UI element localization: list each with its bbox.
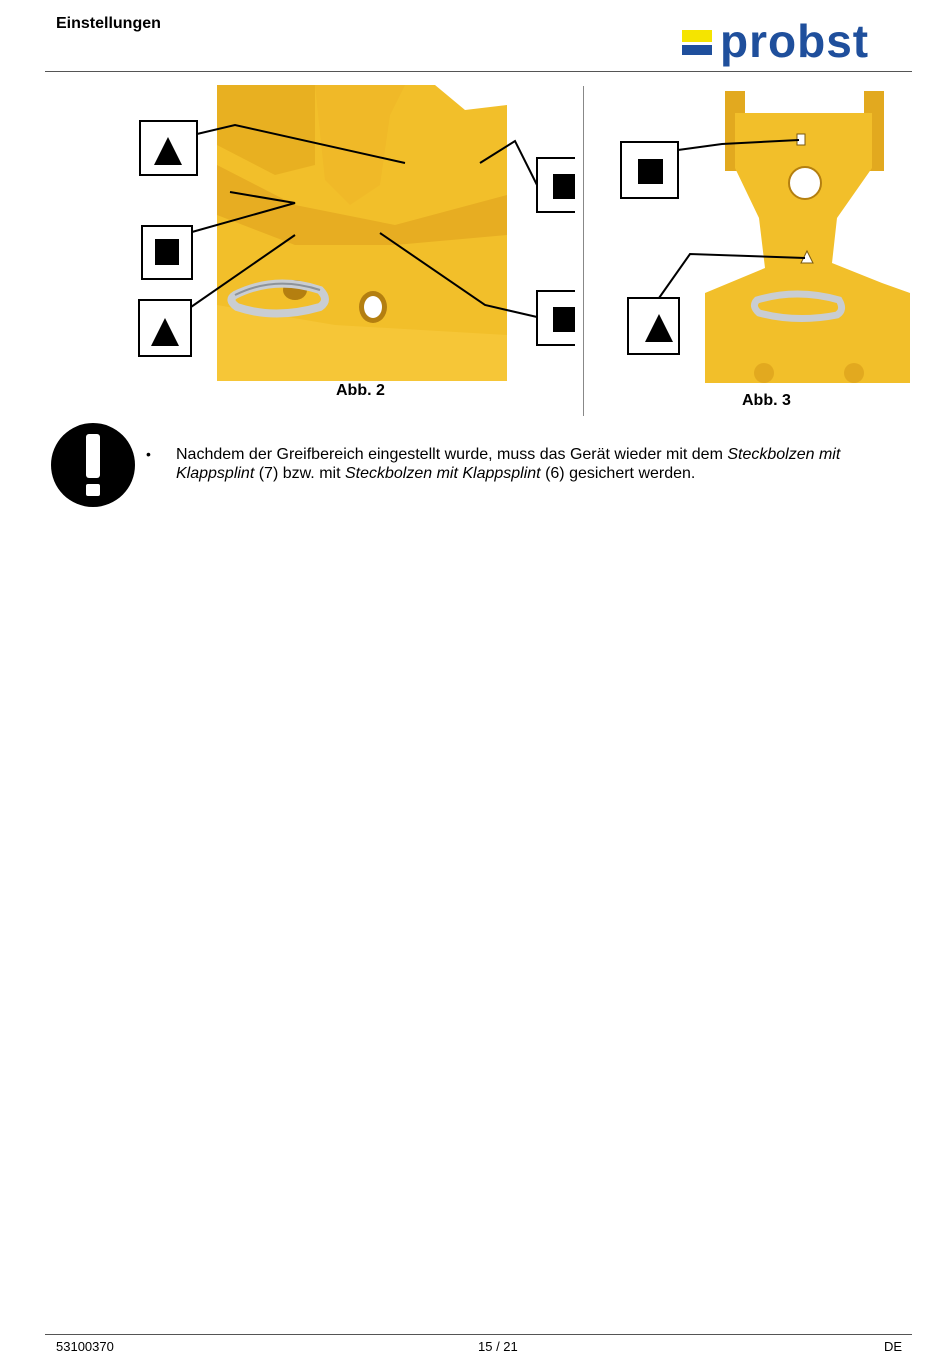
header-divider [45,71,912,72]
warning-icon [50,422,136,508]
notice-part-2: (7) bzw. mit [254,465,345,482]
notice-italic-2: Steckbolzen mit Klappsplint [344,465,541,482]
figure-abb-2 [135,85,575,385]
probst-logo-text: probst [720,15,870,67]
notice-italic-1: Steckbolzen mit Klappsplint [176,446,841,482]
notice-part-1: Nachdem der Greifbereich eingestellt wurde, muss das Gerät wieder mit dem [176,446,728,463]
notice-text [176,445,896,483]
footer-page-number: 15 / 21 [478,1339,518,1354]
footer-language: DE [884,1339,903,1354]
notice-part-3: (6) gesichert werden. [540,465,696,482]
footer-doc-number: 53100370 [56,1339,114,1354]
figure-3-caption: Abb. 3 [742,392,791,409]
bullet-point: • [146,446,151,462]
figure-2-caption: Abb. 2 [336,382,385,399]
footer-divider [45,1334,912,1335]
figure-abb-3 [617,88,917,388]
page-header-title: Einstellungen [56,15,161,32]
figure-divider [583,86,584,416]
